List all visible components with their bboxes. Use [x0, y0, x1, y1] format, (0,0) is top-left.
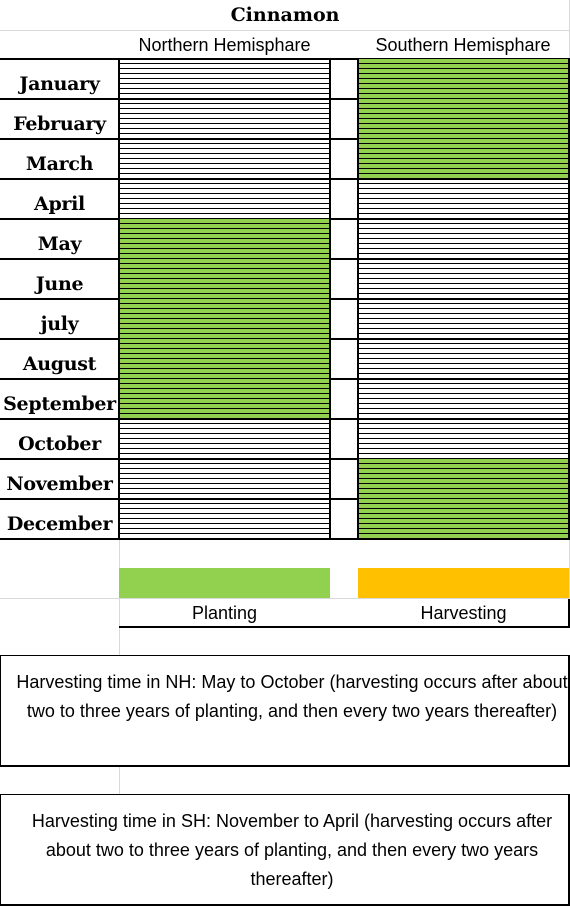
harvesting-legend-label: Harvesting — [420, 603, 507, 623]
south-month-cell — [358, 299, 569, 339]
sh-note-box — [0, 794, 570, 906]
south-month-cell — [358, 259, 569, 299]
month-label: December — [6, 513, 113, 535]
north-month-cell — [119, 379, 330, 419]
north-month-cell — [119, 179, 330, 219]
north-month-cell — [119, 259, 330, 299]
month-label: August — [22, 353, 97, 375]
grid-line — [119, 627, 120, 655]
north-month-cell — [119, 219, 330, 259]
column-border — [357, 59, 359, 539]
grid-line — [119, 767, 120, 794]
north-month-cell — [119, 299, 330, 339]
month-label: july — [40, 313, 79, 335]
month-label: February — [13, 113, 106, 135]
month-row-border — [0, 538, 570, 540]
south-month-cell — [358, 179, 569, 219]
month-label: September — [3, 393, 116, 415]
northern-hemisphere-header: Northern Hemisphare — [138, 35, 311, 55]
north-month-cell — [119, 99, 330, 139]
month-label: June — [35, 273, 84, 295]
planting-legend-label: Planting — [191, 603, 258, 623]
nh-note-text: Harvesting time in NH: May to October (harvesting occurs after about two to three years of planting, and then every two years thereafter) — [16, 672, 568, 721]
sh-note-text: Harvesting time in SH: November to April (harvesting occurs after about two to three years of planting, and then every two years thereafter) — [31, 811, 553, 889]
month-label: April — [34, 193, 85, 215]
south-month-cell — [358, 99, 569, 139]
nh-note-box — [0, 655, 570, 767]
north-month-cell — [119, 339, 330, 379]
month-label: November — [6, 473, 113, 495]
south-month-cell — [358, 219, 569, 259]
south-month-cell — [358, 379, 569, 419]
planting-legend-swatch — [119, 568, 330, 598]
southern-hemisphere-header: Southern Hemisphare — [375, 35, 551, 55]
south-month-cell — [358, 59, 569, 99]
north-month-cell — [119, 499, 330, 539]
north-month-cell — [119, 59, 330, 99]
month-label: October — [18, 433, 101, 455]
month-label: March — [25, 153, 94, 175]
south-month-cell — [358, 339, 569, 379]
page-title: Cinnamon — [230, 4, 340, 26]
north-month-cell — [119, 459, 330, 499]
month-label: January — [19, 73, 100, 95]
legend-bottom-border — [119, 626, 570, 628]
north-month-cell — [119, 419, 330, 459]
south-month-cell — [358, 459, 569, 499]
south-month-cell — [358, 139, 569, 179]
column-border — [329, 59, 331, 539]
harvesting-legend-swatch — [358, 568, 569, 598]
north-month-cell — [119, 139, 330, 179]
column-border — [118, 59, 120, 539]
south-month-cell — [358, 499, 569, 539]
month-label: May — [37, 233, 82, 255]
south-month-cell — [358, 419, 569, 459]
